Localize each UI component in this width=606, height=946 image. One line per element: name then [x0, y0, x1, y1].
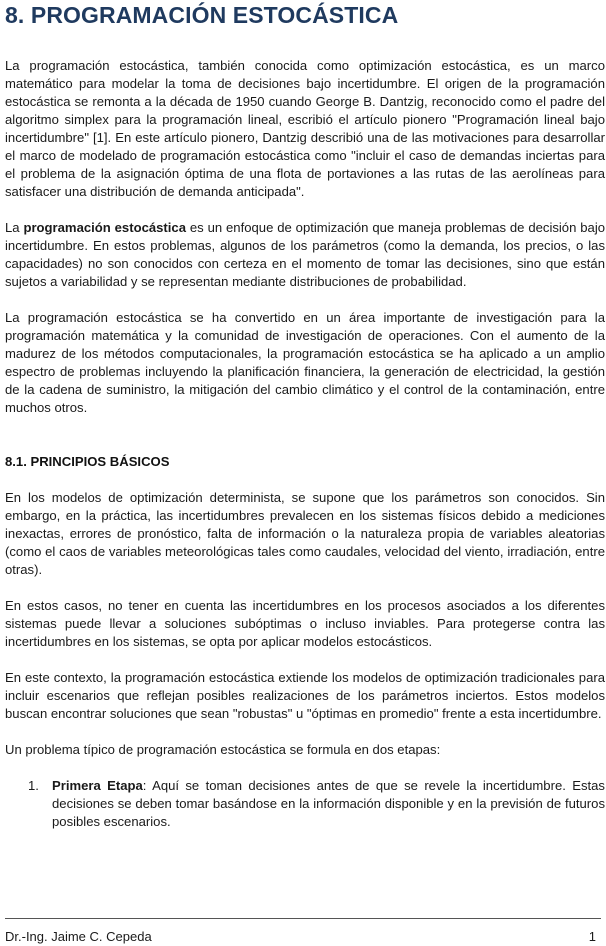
list-item-number: 1.: [28, 778, 39, 793]
list-item-body: : Aquí se toman decisiones antes de que se revele la incertidumbre. Estas decisiones se deben tomar basándose en la información disponible y en la previsión de futuros posibles escenarios.: [52, 778, 605, 829]
bold-term: programación estocástica: [23, 220, 186, 235]
list-item-label: Primera Etapa: [52, 778, 143, 793]
page-number: 1: [588, 929, 596, 944]
section-paragraph-1: En los modelos de optimización determinista, se supone que los parámetros son conocidos. Sin embargo, en la práctica, las incertidumbres prevalecen en los sistemas físicos debido a mediciones inexactas, errores de pronóstico, falta de información o la naturaleza propia de variables aleatorias (como el caos de variables meteorológicas tales como caudales, velocidad del viento, irradiación, entre otras).: [5, 490, 605, 577]
intro-paragraph-2: [5, 219, 605, 291]
intro-paragraph-2-lead: La: [5, 220, 24, 235]
section-title: 8.1. PRINCIPIOS BÁSICOS: [5, 454, 170, 469]
intro-paragraph-1: La programación estocástica, también conocida como optimización estocástica, es un marco matemático para modelar la toma de decisiones bajo incertidumbre. El origen de la programación estocástica se remonta a la década de 1950 cuando George B. Dantzig, reconocido como el padre del algoritmo simplex para la programación lineal, escribió el artículo pionero "Programación lineal bajo incertidumbre" [1]. En este artículo pionero, Dantzig describió una de las motivaciones para desarrollar el marco de modelado de programación estocástica como "incluir el caso de demandas inciertas para el problema de la asignación óptima de una flota de portaviones a las rutas de las aerolíneas para satisfacer una distribución de demanda anticipada".: [5, 58, 605, 199]
list-item: [5, 777, 605, 831]
list-item-text: [52, 777, 605, 831]
page-footer: [5, 929, 596, 945]
intro-paragraph-3: La programación estocástica se ha convertido en un área importante de investigación para la programación matemática y la comunidad de investigación de operaciones. Con el aumento de la madurez de los métodos computacionales, la programación estocástica se ha aplicado a un amplio espectro de problemas incluyendo la planificación financiera, la generación de electricidad, la gestión de la cadena de suministro, la mitigación del cambio climático y el control de la contaminación, entre muchos otros.: [5, 310, 605, 415]
document-page: [5, 0, 605, 831]
section-paragraph-4: Un problema típico de programación estocástica se formula en dos etapas:: [5, 742, 441, 757]
chapter-title: 8. PROGRAMACIÓN ESTOCÁSTICA: [5, 2, 399, 28]
footer-author: Dr.-Ing. Jaime C. Cepeda: [5, 929, 152, 944]
section-paragraph-2: En estos casos, no tener en cuenta las incertidumbres en los procesos asociados a los diferentes sistemas puede llevar a soluciones subóptimas o incluso inviables. Para protegerse contra las incertidumbres en los sistemas, se opta por aplicar modelos estocásticos.: [5, 598, 605, 649]
footer-divider: [5, 918, 601, 919]
stage-list: [5, 777, 605, 831]
section-paragraph-3: En este contexto, la programación estocástica extiende los modelos de optimización tradicionales para incluir escenarios que reflejan posibles realizaciones de los parámetros inciertos. Estos modelos buscan encontrar soluciones que sean "robustas" u "óptimas en promedio" frente a esta incertidumbre.: [5, 670, 605, 721]
intro-paragraph-2-rest: es un enfoque de optimización que maneja problemas de decisión bajo incertidumbre. En estos problemas, algunos de los parámetros (como la demanda, los precios, o las capacidades) no son conocidos con certeza en el momento de tomar las decisiones, sino que están sujetos a variabilidad y se representan mediante distribuciones de probabilidad.: [5, 220, 606, 289]
